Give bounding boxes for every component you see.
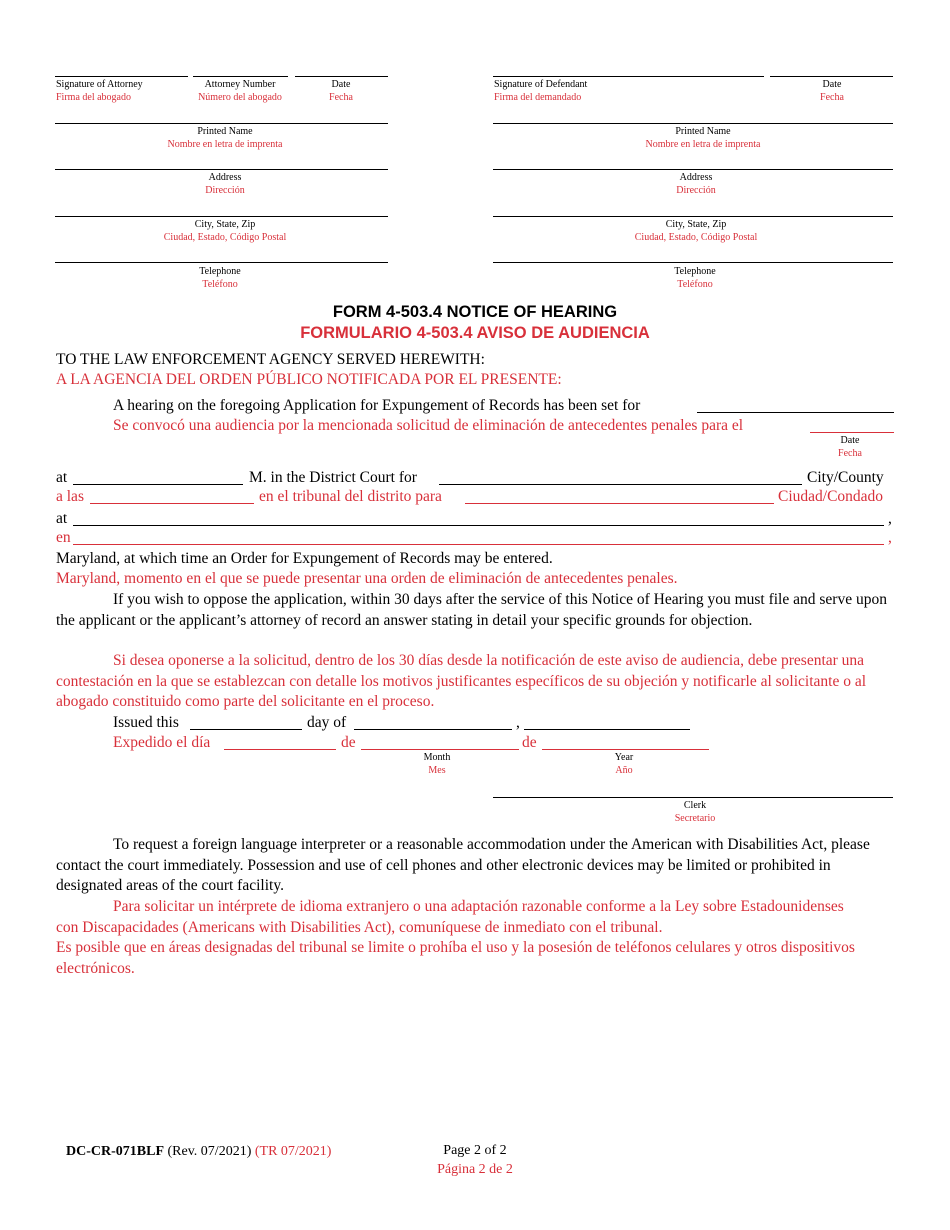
attorney-city-label: City, State, Zip Ciudad, Estado, Código Postal (163, 219, 287, 243)
day-of-label: day of (307, 714, 347, 731)
defendant-date-label: Date Fecha (820, 79, 844, 103)
form-title-en: FORM 4-503.4 NOTICE OF HEARING (332, 303, 618, 321)
issued-day-line-es[interactable] (224, 749, 336, 750)
defendant-telephone-line[interactable] (493, 262, 893, 263)
form-title-es: FORMULARIO 4-503.4 AVISO DE AUDIENCIA (300, 324, 650, 342)
defendant-printed-name-line[interactable] (493, 123, 893, 124)
hearing-date-line-es[interactable] (810, 432, 894, 433)
attorney-date-label: Date Fecha (329, 79, 353, 103)
hearing-date-label: Date Fecha (838, 435, 862, 459)
accommodation-paragraph-es-1: Para solicitar un intérprete de idioma extranjero o una adaptación razonable conforme a la Ley sobre Estadounidenses con Discapacidades (Americans with Disabilities Act), comuníquese de inmediato con el tribunal. (56, 898, 844, 936)
defendant-address-line[interactable] (493, 169, 893, 170)
maryland-statement-en: Maryland, at which time an Order for Expungement of Records may be entered. (56, 550, 553, 567)
attorney-telephone-line[interactable] (55, 262, 388, 263)
at-time-label-en: at (56, 469, 68, 486)
location-comma-en: , (888, 510, 892, 527)
attorney-city-line[interactable] (55, 216, 388, 217)
issued-year-line-es[interactable] (542, 749, 709, 750)
opposition-paragraph-es: Si desea oponerse a la solicitud, dentro de los 30 días desde la notificación de este aviso de audiencia, debe presentar una contestación en la que se establezcan con detalle los motivos justificantes específicos de su objeción y notificarle al solicitante o al abogado constituido como parte del solicitante en el proceso. (56, 652, 867, 710)
hearing-time-line-es[interactable] (90, 503, 254, 504)
attorney-number-label: Attorney Number Número del abogado (198, 79, 282, 103)
maryland-statement-es: Maryland, momento en el que se puede presentar una orden de eliminación de antecedentes penales. (56, 570, 678, 587)
attorney-telephone-label: Telephone Teléfono (199, 266, 241, 290)
accommodation-paragraph-en: To request a foreign language interpreter or a reasonable accommodation under the American with Disabilities Act, please contact the court immediately. Possession and use of cell phones and other electronic devices may be limited or prohibited in designated areas of the court facility. (56, 836, 870, 894)
attorney-number-line[interactable] (193, 76, 288, 77)
location-label-es: en (56, 529, 71, 546)
clerk-signature-line[interactable] (493, 797, 893, 798)
form-revision: (Rev. 07/2021) (167, 1144, 252, 1159)
district-court-line-es[interactable] (465, 503, 774, 504)
addressee-en: TO THE LAW ENFORCEMENT AGENCY SERVED HEREWITH: (56, 351, 485, 368)
hearing-intro-en: A hearing on the foregoing Application for Expungement of Records has been set for (113, 397, 641, 414)
at-time-label-es: a las (56, 488, 84, 505)
issued-day-line[interactable] (190, 729, 302, 730)
hearing-date-line[interactable] (697, 412, 894, 413)
form-number: DC-CR-071BLF (66, 1144, 164, 1159)
issued-month-line-es[interactable] (361, 749, 519, 750)
addressee-es: A LA AGENCIA DEL ORDEN PÚBLICO NOTIFICADA POR EL PRESENTE: (56, 371, 562, 388)
form-translation-revision: (TR 07/2021) (254, 1144, 332, 1159)
defendant-city-line[interactable] (493, 216, 893, 217)
defendant-signature-label: Signature of Defendant Firma del demandado (494, 79, 588, 103)
clerk-label: Clerk Secretario (674, 800, 716, 824)
attorney-date-line[interactable] (295, 76, 388, 77)
hearing-time-line[interactable] (73, 484, 243, 485)
month-label: Month Mes (423, 752, 451, 776)
page-number: Page 2 of 2 Página 2 de 2 (437, 1143, 513, 1177)
issued-this-label-es: Expedido el día (113, 734, 211, 751)
day-of-label-es: de (341, 734, 356, 751)
hearing-intro-es: Se convocó una audiencia por la mencionada solicitud de eliminación de antecedentes penales para el (113, 417, 744, 434)
location-comma-es: , (888, 529, 892, 546)
city-county-label-en: City/County (807, 469, 884, 486)
defendant-signature-line[interactable] (493, 76, 764, 77)
issued-month-line[interactable] (354, 729, 512, 730)
issued-this-label: Issued this (113, 714, 179, 731)
defendant-printed-name-label: Printed Name Nombre en letra de imprenta (645, 126, 761, 150)
attorney-signature-line[interactable] (55, 76, 188, 77)
attorney-printed-name-label: Printed Name Nombre en letra de imprenta (167, 126, 283, 150)
issued-comma: , (516, 714, 520, 731)
hearing-location-line-es[interactable] (73, 544, 884, 545)
accommodation-paragraph-es-2: Es posible que en áreas designadas del tribunal se limite o prohíba el uso y la posesión de teléfonos celulares y otros dispositivos electrónicos. (56, 939, 855, 977)
district-court-label-en: M. in the District Court for (249, 469, 417, 486)
year-of-label-es: de (522, 734, 537, 751)
defendant-city-label: City, State, Zip Ciudad, Estado, Código Postal (634, 219, 758, 243)
opposition-paragraph-en: If you wish to oppose the application, within 30 days after the service of this Notice of Hearing you must file and serve upon the applicant or the applicant’s attorney of record an answer stating in detail your specific grounds for objection. (56, 591, 887, 629)
year-label: Year Año (614, 752, 634, 776)
attorney-signature-label: Signature of Attorney Firma del abogado (56, 79, 143, 103)
attorney-printed-name-line[interactable] (55, 123, 388, 124)
hearing-location-line[interactable] (73, 525, 884, 526)
city-county-label-es: Ciudad/Condado (778, 488, 884, 505)
attorney-address-line[interactable] (55, 169, 388, 170)
district-court-label-es: en el tribunal del distrito para (259, 488, 442, 505)
issued-year-line[interactable] (524, 729, 690, 730)
district-court-line[interactable] (439, 484, 802, 485)
location-label-en: at (56, 510, 68, 527)
defendant-telephone-label: Telephone Teléfono (674, 266, 716, 290)
defendant-address-label: Address Dirección (676, 172, 716, 196)
form-footer (66, 1143, 331, 1161)
defendant-date-line[interactable] (770, 76, 893, 77)
attorney-address-label: Address Dirección (205, 172, 245, 196)
